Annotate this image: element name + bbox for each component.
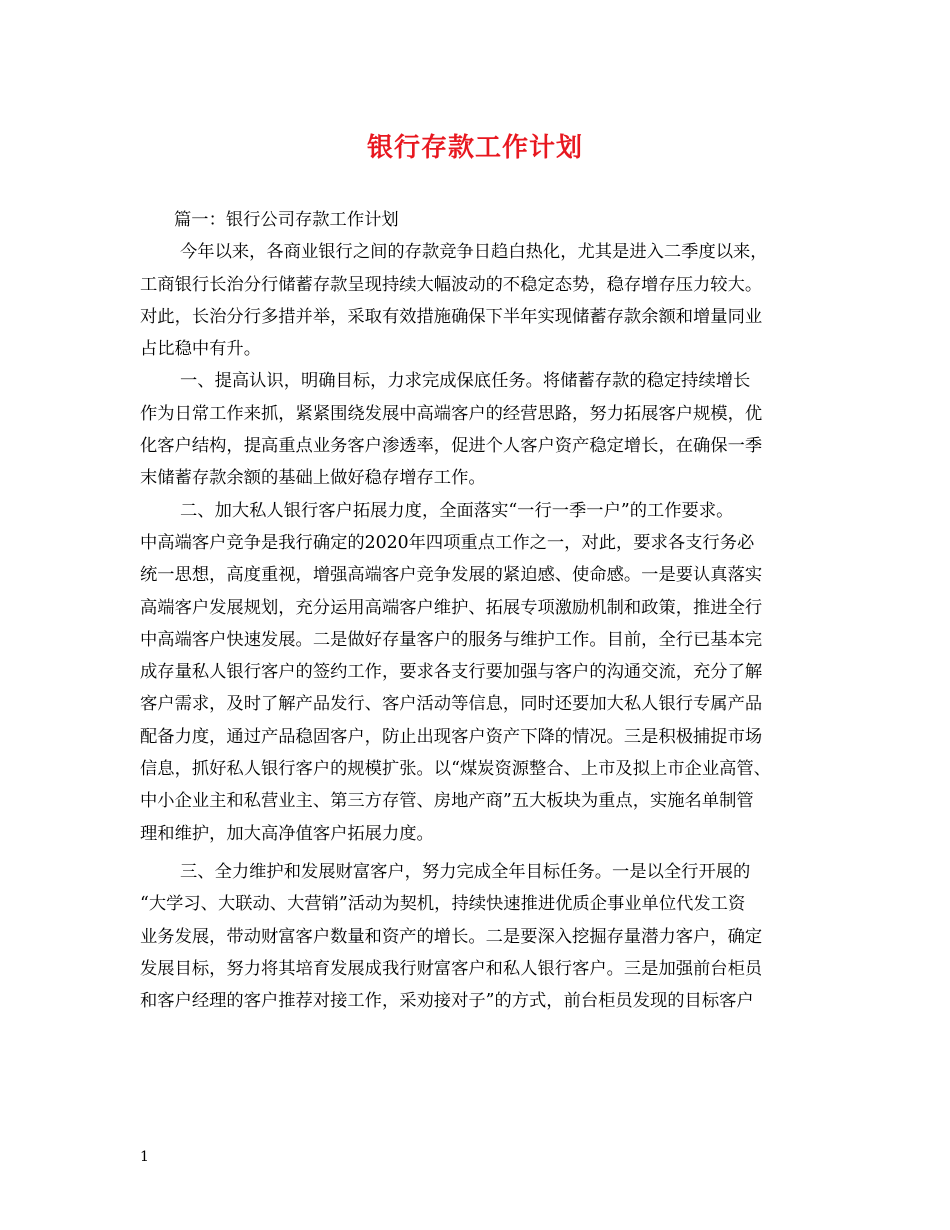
paragraph-line: 中小企业主和私营业主、第三方存管、房地产商”五大板块为重点，实施名单制管 bbox=[140, 791, 754, 812]
paragraph-line: 配备力度，通过产品稳固客户，防止出现客户资产下降的情况。三是积极捕捉市场 bbox=[140, 726, 763, 747]
paragraph-line: 占比稳中有升。 bbox=[140, 339, 261, 360]
paragraph-line: 二、加大私人银行客户拓展力度，全面落实“一行一季一户”的工作要求。 bbox=[180, 500, 734, 521]
paragraph-line: 工商银行长治分行储蓄存款呈现持续大幅波动的不稳定态势，稳存增存压力较大。 bbox=[140, 274, 763, 295]
paragraph-line: 一、提高认识，明确目标，力求完成保底任务。将储蓄存款的稳定持续增长 bbox=[180, 371, 751, 392]
paragraph-line: 高端客户发展规划，充分运用高端客户维护、拓展专项激励机制和政策，推进全行 bbox=[140, 597, 763, 618]
paragraph-1 bbox=[140, 236, 830, 365]
paragraph-line: “大学习、大联动、大营销”活动为契机，持续快速推进优质企事业单位代发工资 bbox=[140, 894, 746, 915]
document-title: 银行存款工作计划 bbox=[366, 133, 583, 163]
paragraph-line: 客户需求，及时了解产品发行、客户活动等信息，同时还要加大私人银行专属产品 bbox=[140, 694, 763, 715]
paragraph-3 bbox=[140, 495, 830, 850]
section-heading: 篇一：银行公司存款工作计划 bbox=[174, 210, 399, 230]
paragraph-line: 成存量私人银行客户的签约工作，要求各支行要加强与客户的沟通交流，充分了解 bbox=[140, 662, 763, 683]
paragraph-line: 理和维护，加大高净值客户拓展力度。 bbox=[140, 823, 434, 844]
paragraph-line: 业务发展，带动财富客户数量和资产的增长。二是要深入挖掘存量潜力客户，确定 bbox=[140, 926, 763, 947]
paragraph-line: 今年以来，各商业银行之间的存款竞争日趋白热化，尤其是进入二季度以来， bbox=[180, 242, 768, 263]
paragraph-line: 化客户结构，提高重点业务客户渗透率，促进个人客户资产稳定增长，在确保一季 bbox=[140, 436, 763, 457]
paragraph-line: 信息，抓好私人银行客户的规模扩张。以“煤炭资源整合、上市及拟上市企业高管、 bbox=[140, 759, 771, 780]
paragraph-line: 作为日常工作来抓，紧紧围绕发展中高端客户的经营思路，努力拓展客户规模，优 bbox=[140, 403, 763, 424]
paragraph-line: 中高端客户竞争是我行确定的2020年四项重点工作之一，对此，要求各支行务必 bbox=[140, 532, 755, 553]
paragraph-line: 发展目标，努力将其培育发展成我行财富客户和私人银行客户。三是加强前台柜员 bbox=[140, 958, 763, 979]
paragraph-2 bbox=[140, 365, 830, 494]
paragraph-line: 中高端客户快速发展。二是做好存量客户的服务与维护工作。目前，全行已基本完 bbox=[140, 629, 763, 650]
paragraph-line: 对此，长治分行多措并举，采取有效措施确保下半年实现储蓄存款余额和增量同业 bbox=[140, 306, 763, 327]
paragraph-line: 统一思想，高度重视，增强高端客户竞争发展的紧迫感、使命感。一是要认真落实 bbox=[140, 565, 763, 586]
document-body bbox=[140, 204, 830, 1017]
paragraph-4 bbox=[140, 856, 830, 1017]
paragraph-line: 和客户经理的客户推荐对接工作，采劝接对子”的方式，前台柜员发现的目标客户 bbox=[140, 991, 754, 1012]
paragraph-line: 末储蓄存款余额的基础上做好稳存增存工作。 bbox=[140, 468, 486, 489]
paragraph-line: 三、全力维护和发展财富客户，努力完成全年目标任务。一是以全行开展的 bbox=[180, 861, 751, 882]
page-number: 1 bbox=[140, 1149, 149, 1165]
